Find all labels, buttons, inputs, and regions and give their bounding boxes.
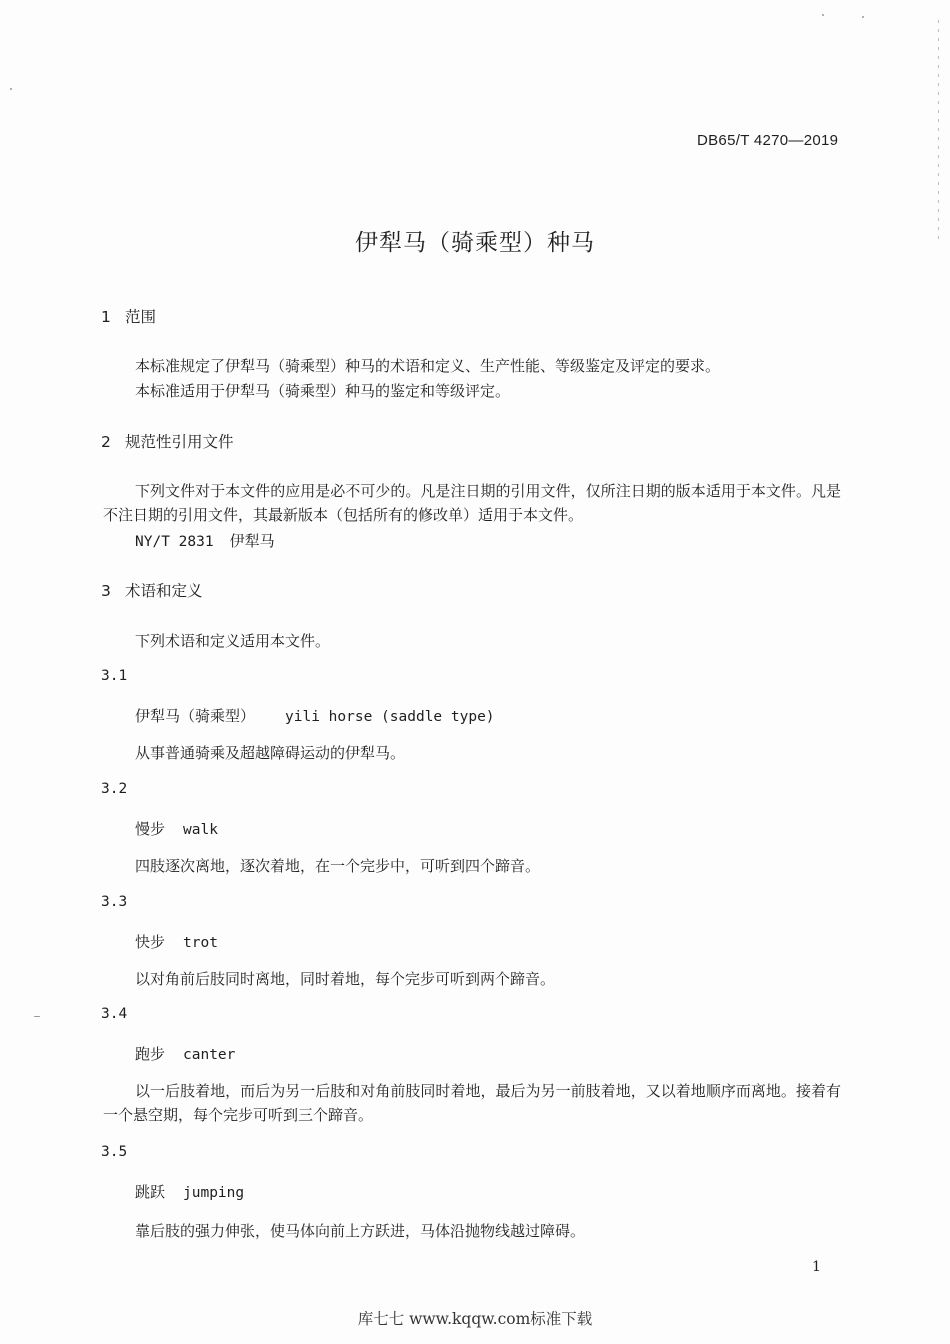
reference-title: 伊犁马	[229, 532, 275, 550]
scan-speck	[862, 16, 864, 18]
term-heading	[135, 1181, 244, 1202]
document-title: 伊犁马（骑乘型）种马	[355, 230, 595, 256]
section-title: 规范性引用文件	[125, 433, 234, 451]
term-en: jumping	[183, 1185, 245, 1201]
section-2-heading	[101, 430, 234, 452]
term-number: 3.1	[101, 668, 128, 684]
footer-watermark: 库七七 www.kqqw.com标准下载	[357, 1310, 593, 1328]
term-number: 3.2	[101, 781, 128, 797]
term-definition: 从事普通骑乘及超越障碍运动的伊犁马。	[135, 744, 406, 762]
term-definition: 以对角前后肢同时离地，同时着地，每个完步可听到两个蹄音。	[135, 970, 556, 988]
section-1-paragraph-2: 本标准适用于伊犁马（骑乘型）种马的鉴定和等级评定。	[135, 382, 511, 400]
term-heading	[135, 818, 218, 839]
term-en: walk	[183, 822, 218, 838]
scan-speck	[34, 1016, 40, 1017]
term-zh: 伊犁马（骑乘型）	[135, 707, 256, 725]
section-number: 2	[101, 433, 111, 451]
section-3-intro: 下列术语和定义适用本文件。	[135, 632, 331, 650]
term-zh: 跳跃	[135, 1183, 166, 1201]
document-number: DB65/T 4270—2019	[697, 132, 839, 149]
section-title: 术语和定义	[125, 582, 203, 600]
term-heading	[135, 1043, 235, 1064]
term-definition: 以一后肢着地，而后为另一后肢和对角前肢同时着地，最后为另一前肢着地，又以着地顺序而离地。接着有一个悬空期，每个完步可听到三个蹄音。	[103, 1082, 841, 1124]
term-en: canter	[183, 1047, 236, 1063]
term-number: 3.3	[101, 894, 128, 910]
page-number: 1	[812, 1259, 821, 1275]
term-heading	[135, 931, 218, 952]
section-number: 3	[101, 582, 111, 600]
term-definition: 靠后肢的强力伸张，使马体向前上方跃进，马体沿抛物线越过障碍。	[135, 1222, 586, 1240]
term-heading	[135, 705, 495, 726]
scan-speck	[822, 14, 824, 16]
section-2-paragraph: 下列文件对于本文件的应用是必不可少的。凡是注日期的引用文件，仅所注日期的版本适用于本文件。凡是不注日期的引用文件，其最新版本（包括所有的修改单）适用于本文件。	[103, 482, 841, 524]
section-number: 1	[101, 308, 111, 326]
term-number: 3.5	[101, 1144, 128, 1160]
reference-code: NY/T 2831	[135, 534, 214, 550]
term-definition: 四肢逐次离地，逐次着地，在一个完步中，可听到四个蹄音。	[135, 857, 541, 875]
scan-edge-artifact	[938, 20, 939, 240]
term-zh: 快步	[135, 933, 166, 951]
section-1-paragraph-1: 本标准规定了伊犁马（骑乘型）种马的术语和定义、生产性能、等级鉴定及评定的要求。	[135, 357, 721, 375]
normative-reference	[135, 530, 275, 551]
term-zh: 慢步	[135, 820, 166, 838]
section-1-heading	[101, 305, 156, 327]
term-en: yili horse (saddle type)	[285, 709, 495, 725]
term-en: trot	[183, 935, 218, 951]
scan-speck	[10, 88, 12, 90]
term-zh: 跑步	[135, 1045, 166, 1063]
term-number: 3.4	[101, 1006, 128, 1022]
section-title: 范围	[125, 308, 157, 326]
section-3-heading	[101, 579, 203, 601]
